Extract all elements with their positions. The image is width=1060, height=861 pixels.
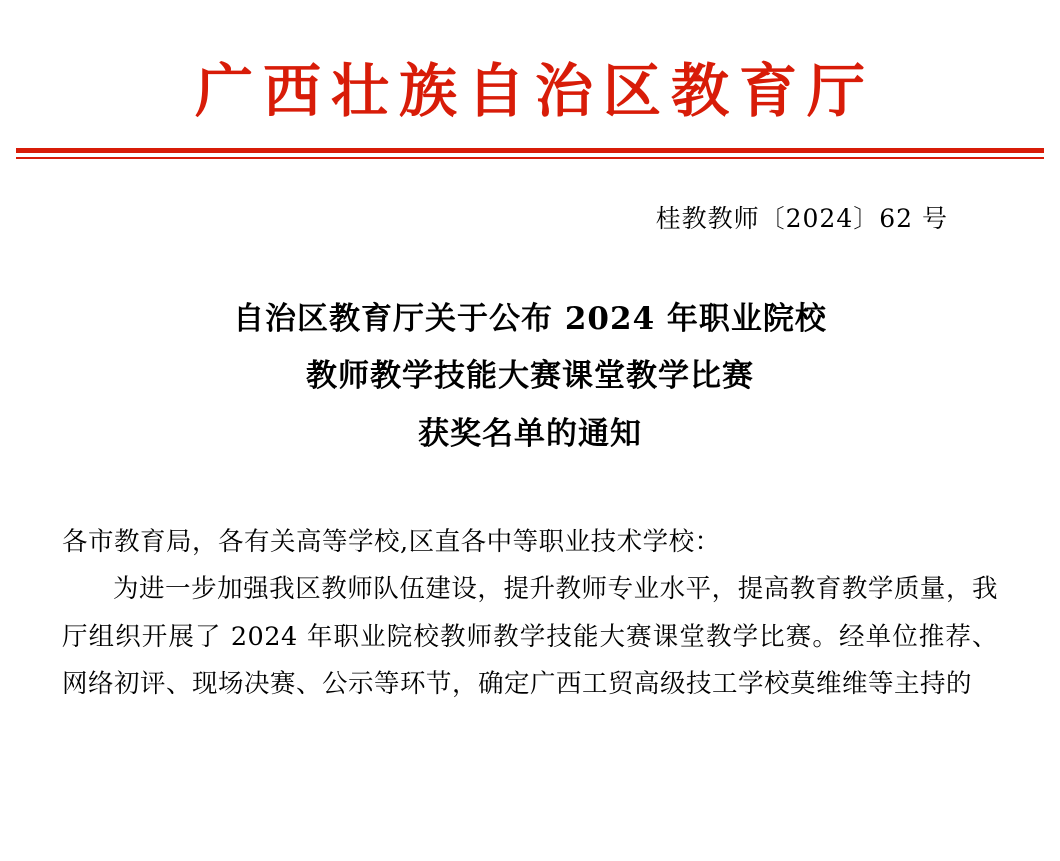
issuing-authority-title: 广西壮族自治区教育厅 (194, 57, 875, 125)
divider-thin-line (16, 157, 1044, 159)
document-title (0, 291, 1060, 463)
title-line-1: 自治区教育厅关于公布 2024 年职业院校 (233, 301, 827, 337)
body-salutation: 各市教育局，各有关高等学校,区直各中等职业技术学校： (62, 527, 721, 558)
title-line-2: 教师教学技能大赛课堂教学比赛 (306, 358, 754, 395)
masthead (0, 0, 1060, 125)
body-paragraph-1: 为进一步加强我区教师队伍建设，提升教师专业水平，提高教育教学质量，我厅组织开展了 2024 年职业院校教师教学技能大赛课堂教学比赛。经单位推荐、网络初评、现场决赛、公示等环节，确定广西工贸高级技工学校莫维维等主持的 (62, 574, 998, 700)
document-number: 桂教教师〔2024〕62 号 (655, 204, 948, 233)
masthead-divider (16, 148, 1044, 159)
title-line-3: 获奖名单的通知 (418, 415, 642, 452)
document-body (0, 519, 1060, 709)
